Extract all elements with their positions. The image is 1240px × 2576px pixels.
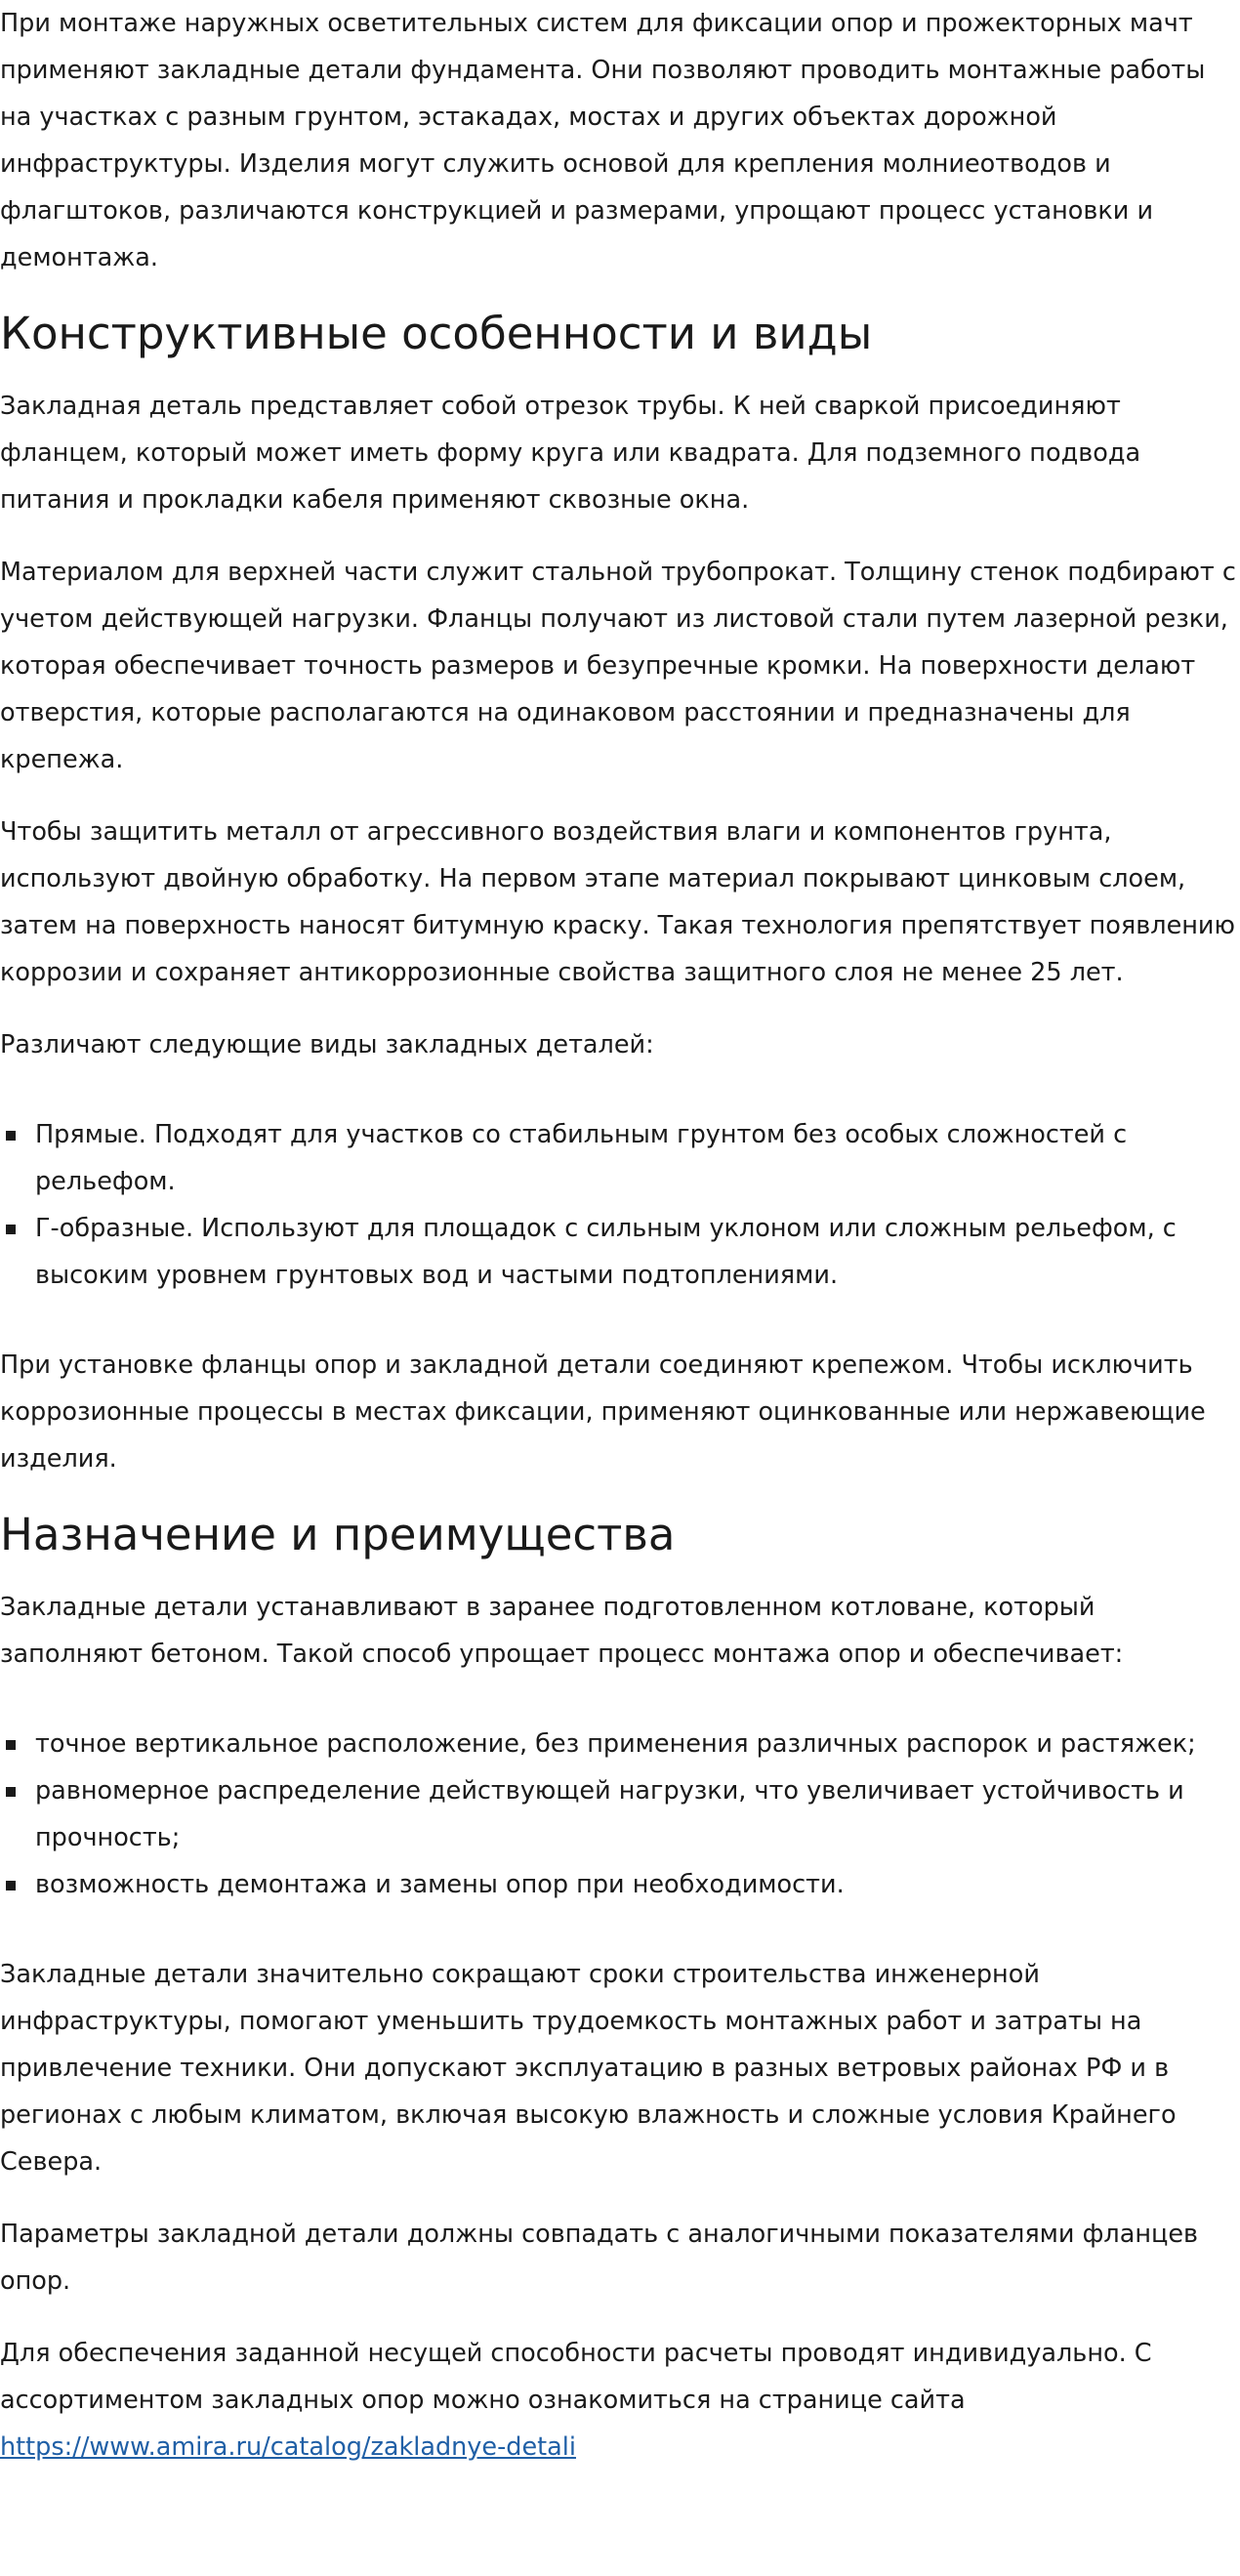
paragraph: Закладные детали значительно сокращают сроки строительства инженерной инфраструктуры, помогают уменьшить трудоемкость монтажных работ и затраты на привлечение техники. Они допускают эксплуатацию в разных ветровых районах РФ и в регионах с любым климатом, включая высокую влажность и сложные условия Крайнего Севера. [0,1960,1177,2177]
types-list [0,1111,1240,1299]
list-item: равномерное распределение действующей нагрузки, что увеличивает устойчивость и прочность; [35,1767,1240,1861]
paragraph-with-link [0,2330,1240,2471]
paragraph-text: Для обеспечения заданной несущей способности расчеты проводят индивидуально. С ассортиментом закладных опор можно ознакомиться на странице сайта [0,2339,1152,2415]
paragraph: При установке фланцы опор и закладной детали соединяют крепежом. Чтобы исключить коррозионные процессы в местах фиксации, применяют оцинкованные или нержавеющие изделия. [0,1350,1206,1474]
list-item: Г-образные. Используют для площадок с сильным уклоном или сложным рельефом, с высоким уровнем грунтовых вод и частыми подтоплениями. [35,1205,1240,1299]
paragraph: Параметры закладной детали должны совпадать с аналогичными показателями фланцев опор. [0,2220,1199,2296]
paragraph: Различают следующие виды закладных деталей: [0,1030,654,1059]
paragraph: Закладные детали устанавливают в заранее подготовленном котловане, который заполняют бетоном. Такой способ упрощает процесс монтажа опор и обеспечивает: [0,1593,1124,1669]
list-item: точное вертикальное расположение, без применения различных распорок и растяжек; [35,1721,1240,1767]
paragraph: Чтобы защитить металл от агрессивного воздействия влаги и компонентов грунта, используют двойную обработку. На первом этапе материал покрывают цинковым слоем, затем на поверхность наносят битумную краску. Такая технология препятствует появлению коррозии и сохраняет антикоррозионные свойства защитного слоя не менее 25 лет. [0,817,1235,987]
benefits-list [0,1721,1240,1908]
catalog-link[interactable]: https://www.amira.ru/catalog/zakladnye-detali [0,2432,576,2462]
section-heading-construction: Конструктивные особенности и виды [0,308,873,359]
section-heading-purpose: Назначение и преимущества [0,1509,676,1560]
paragraph: Материалом для верхней части служит стальной трубопрокат. Толщину стенок подбирают с учетом действующей нагрузки. Фланцы получают из листовой стали путем лазерной резки, которая обеспечивает точность размеров и безупречные кромки. На поверхности делают отверстия, которые располагаются на одинаковом расстоянии и предназначены для крепежа. [0,558,1236,774]
list-item: возможность демонтажа и замены опор при необходимости. [35,1861,1240,1908]
paragraph: Закладная деталь представляет собой отрезок трубы. К ней сваркой присоединяют фланцем, который может иметь форму круга или квадрата. Для подземного подвода питания и прокладки кабеля применяют сквозные окна. [0,392,1141,515]
intro-paragraph: При монтаже наружных осветительных систем для фиксации опор и прожекторных мачт применяют закладные детали фундамента. Они позволяют проводить монтажные работы на участках с разным грунтом, эстакадах, мостах и других объектах дорожной инфраструктуры. Изделия могут служить основой для крепления молниеотводов и флагштоков, различаются конструкцией и размерами, упрощают процесс установки и демонтажа. [0,9,1206,272]
list-item: Прямые. Подходят для участков со стабильным грунтом без особых сложностей с рельефом. [35,1111,1240,1205]
